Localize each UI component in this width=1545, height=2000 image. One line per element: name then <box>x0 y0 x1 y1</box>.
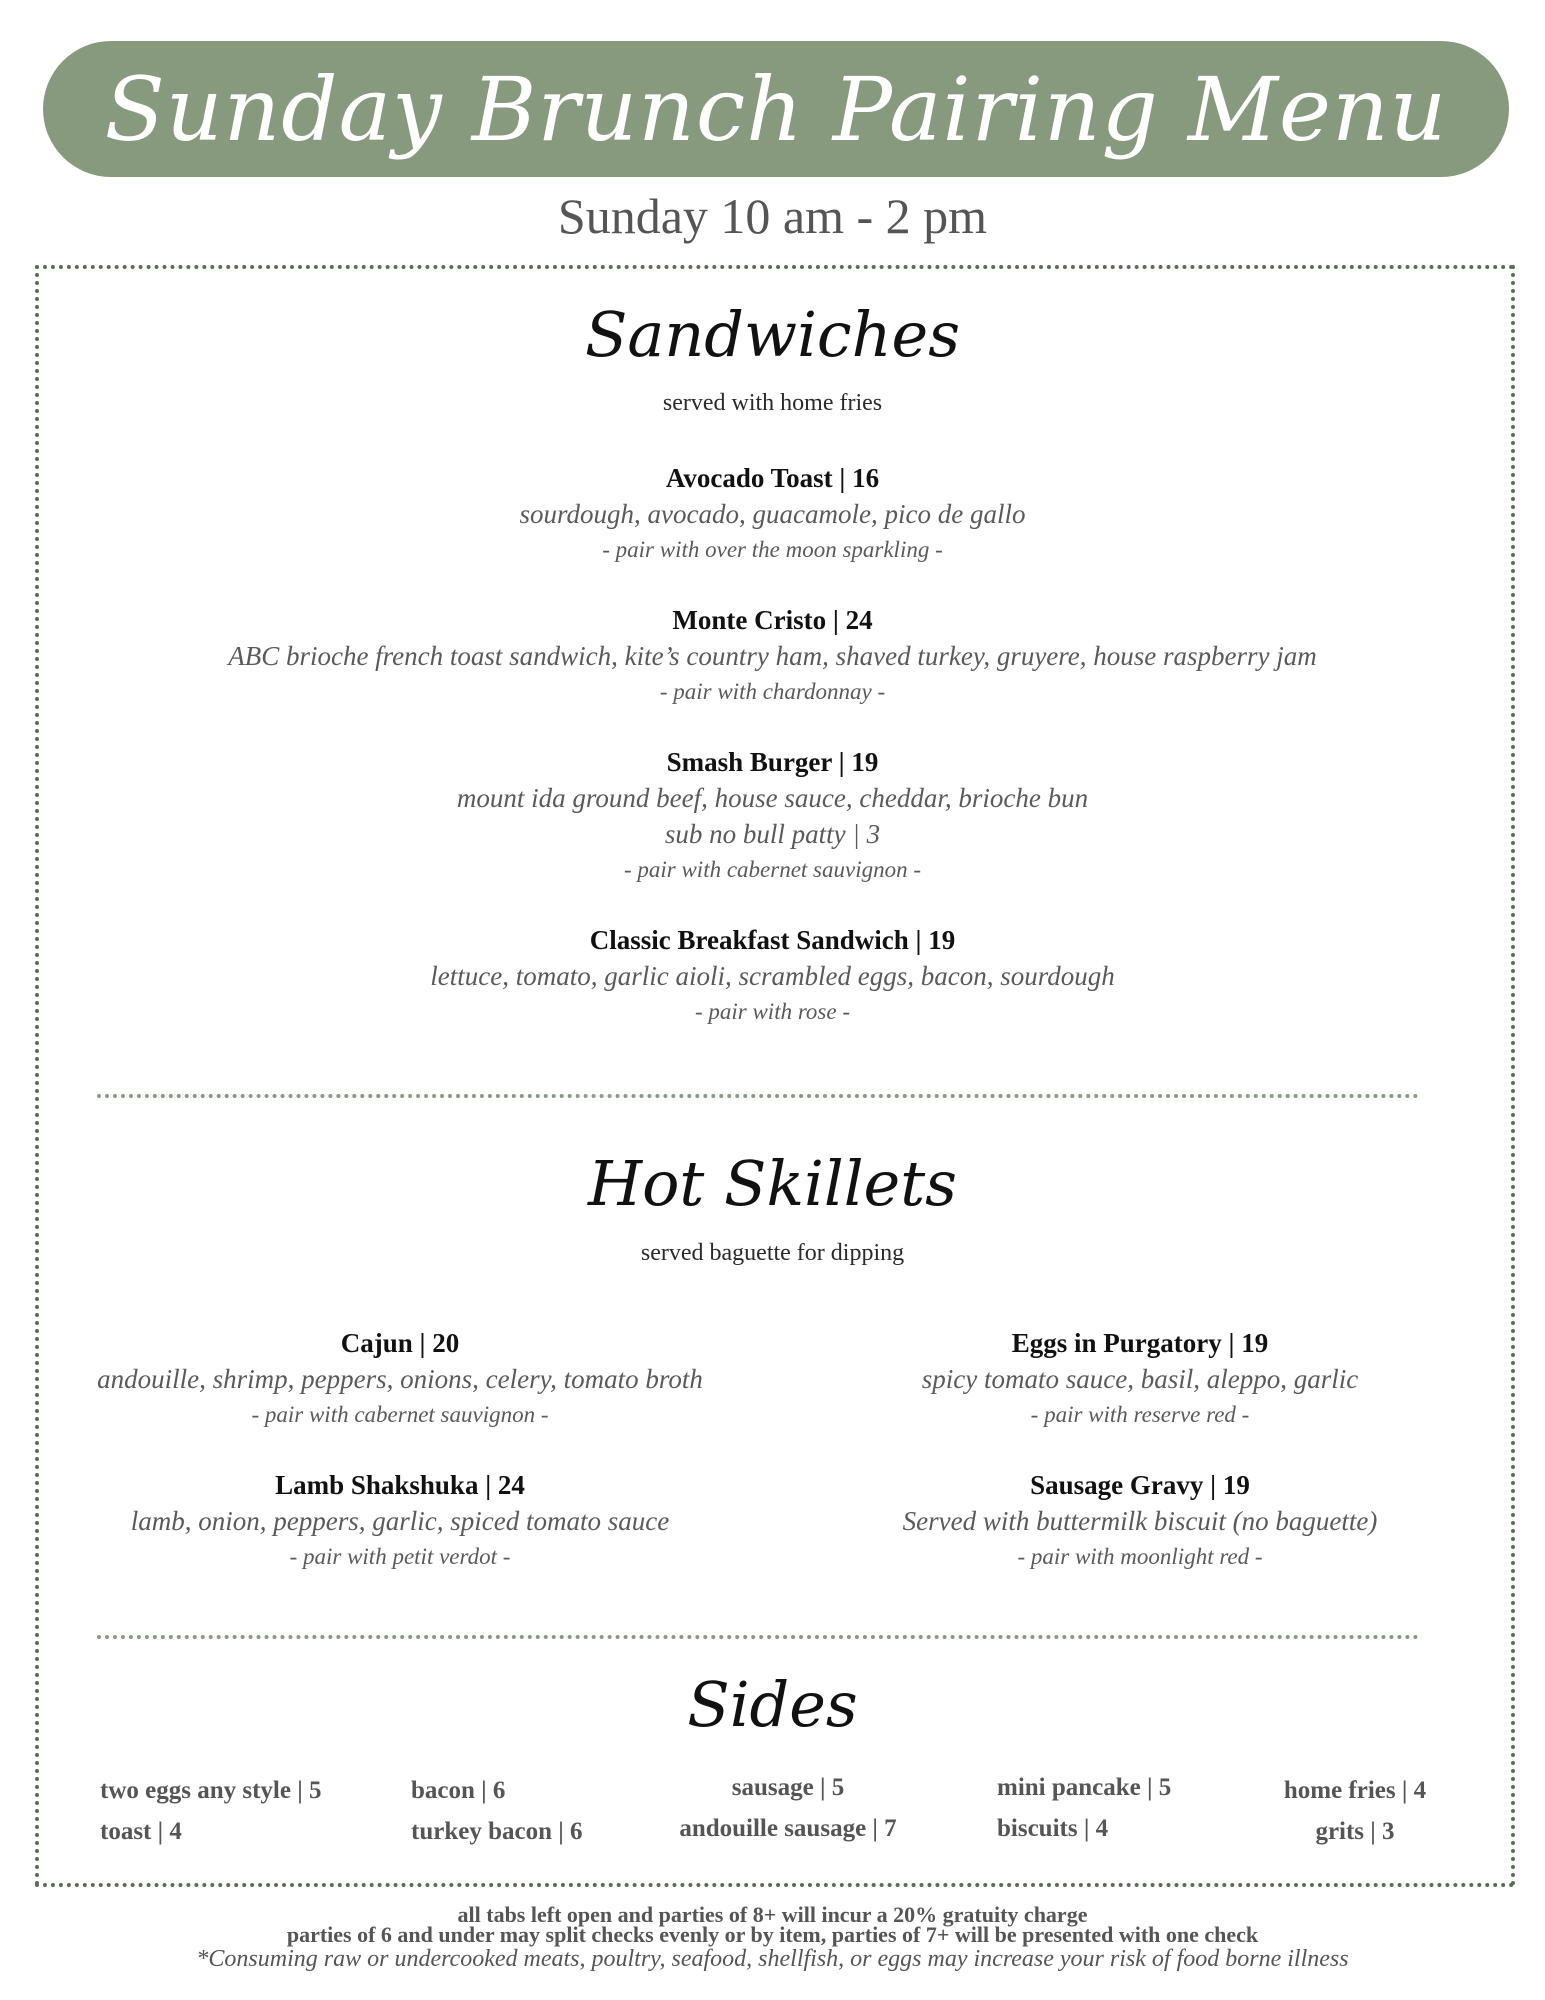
menu-item-classic-breakfast-sandwich <box>60 922 1485 1030</box>
menu-item-monte-cristo <box>60 602 1485 710</box>
food-safety-disclaimer: *Consuming raw or undercooked meats, poultry, seafood, shellfish, or eggs may increase your risk of food borne illness <box>196 1946 1349 1972</box>
hot-skillets-subtitle: served baguette for dipping <box>640 1240 905 1266</box>
item-pairing: - pair with chardonnay - <box>659 679 886 704</box>
hot-skillets-heading: Hot Skillets <box>588 1147 957 1220</box>
item-pairing: - pair with over the moon sparkling - <box>602 537 943 562</box>
menu-item-lamb-shakshuka <box>50 1467 750 1575</box>
item-pairing: - pair with reserve red - <box>1030 1402 1250 1427</box>
side-item: grits | 3 <box>1315 1818 1395 1845</box>
item-pairing: - pair with moonlight red - <box>1017 1544 1263 1569</box>
side-item: mini pancake | 5 <box>997 1774 1172 1801</box>
side-item: two eggs any style | 5 <box>100 1777 322 1804</box>
item-name: Lamb Shakshuka | 24 <box>275 1470 525 1500</box>
item-description: Served with buttermilk biscuit (no baguette) <box>902 1506 1378 1536</box>
service-hours: Sunday 10 am - 2 pm <box>557 188 988 244</box>
side-item: sausage | 5 <box>731 1774 845 1801</box>
item-description: sourdough, avocado, guacamole, pico de gallo <box>519 499 1026 529</box>
side-item: home fries | 4 <box>1283 1777 1427 1804</box>
section-divider <box>97 1094 1419 1098</box>
item-description: lettuce, tomato, garlic aioli, scrambled eggs, bacon, sourdough <box>430 961 1115 991</box>
item-description: lamb, onion, peppers, garlic, spiced tomato sauce <box>130 1506 670 1536</box>
item-name: Sausage Gravy | 19 <box>1030 1470 1250 1500</box>
split-check-notice: parties of 6 and under may split checks evenly or by item, parties of 7+ will be presented with one check <box>286 1922 1259 1947</box>
menu-item-avocado-toast <box>60 460 1485 568</box>
side-item: turkey bacon | 6 <box>411 1818 583 1845</box>
item-description: ABC brioche french toast sandwich, kite’s country ham, shaved turkey, gruyere, house raspberry jam <box>228 641 1317 671</box>
item-pairing: - pair with rose - <box>694 999 851 1024</box>
item-add-on: sub no bull patty | 3 <box>664 819 881 849</box>
item-description: mount ida ground beef, house sauce, cheddar, brioche bun <box>456 783 1089 813</box>
item-name: Avocado Toast | 16 <box>665 463 880 493</box>
item-name: Cajun | 20 <box>340 1328 460 1358</box>
gratuity-notice: all tabs left open and parties of 8+ will incur a 20% gratuity charge <box>457 1902 1088 1927</box>
item-name: Monte Cristo | 24 <box>672 605 873 635</box>
item-name: Eggs in Purgatory | 19 <box>1011 1328 1269 1358</box>
item-name: Smash Burger | 19 <box>666 747 879 777</box>
side-item: andouille sausage | 7 <box>679 1815 897 1842</box>
menu-title: Sunday Brunch Pairing Menu <box>104 57 1448 161</box>
item-description: spicy tomato sauce, basil, aleppo, garlic <box>921 1364 1359 1394</box>
menu-item-eggs-in-purgatory <box>790 1325 1490 1433</box>
sides-heading: Sides <box>687 1668 858 1741</box>
side-item: biscuits | 4 <box>997 1815 1109 1842</box>
sandwiches-subtitle: served with home fries <box>662 390 883 416</box>
section-divider <box>97 1635 1419 1639</box>
item-pairing: - pair with cabernet sauvignon - <box>251 1402 549 1427</box>
item-pairing: - pair with petit verdot - <box>289 1544 511 1569</box>
sandwiches-heading: Sandwiches <box>584 298 961 371</box>
item-pairing: - pair with cabernet sauvignon - <box>623 857 922 882</box>
menu-item-cajun <box>50 1325 750 1433</box>
header-banner <box>43 41 1509 177</box>
side-item: toast | 4 <box>100 1818 182 1845</box>
item-name: Classic Breakfast Sandwich | 19 <box>589 925 956 955</box>
side-item: bacon | 6 <box>411 1777 506 1804</box>
item-description: andouille, shrimp, peppers, onions, celery, tomato broth <box>97 1364 703 1394</box>
menu-item-smash-burger <box>60 744 1485 888</box>
menu-item-sausage-gravy <box>790 1467 1490 1575</box>
